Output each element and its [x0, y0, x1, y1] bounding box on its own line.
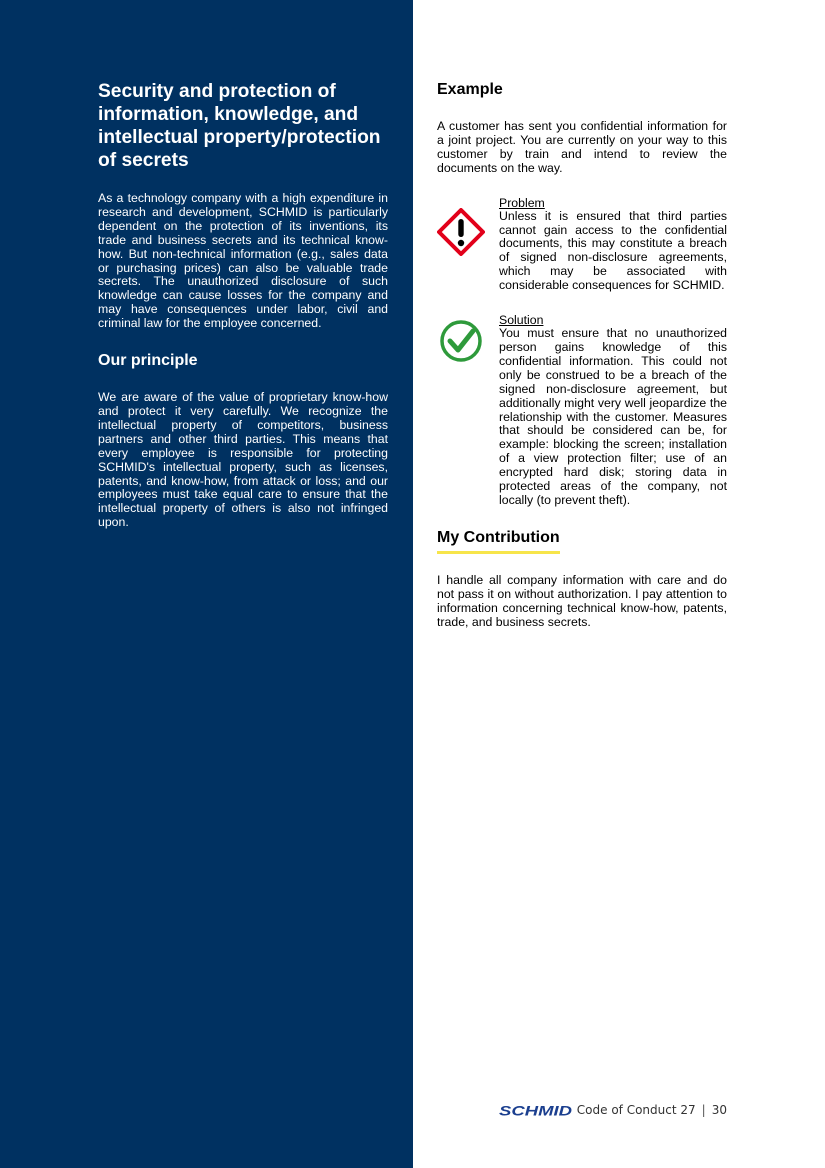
solution-block	[437, 313, 727, 508]
warning-icon	[437, 208, 485, 256]
example-heading: Example	[437, 81, 503, 98]
principle-heading: Our principle	[98, 352, 198, 370]
doc-title: Code of Conduct	[576, 1103, 677, 1117]
page-footer	[498, 1100, 727, 1120]
page-total: 30	[711, 1103, 727, 1117]
left-column	[98, 80, 388, 550]
contribution-heading: My Contribution	[437, 528, 560, 554]
solution-label: Solution	[499, 313, 544, 328]
page-number: 27	[680, 1103, 696, 1117]
example-paragraph: A customer has sent you confidential information for a joint project. You are currently on your way to this customer by train and intend to review the documents on the way.	[437, 119, 727, 175]
problem-label: Problem	[499, 195, 545, 210]
problem-text: Unless it is ensured that third parties cannot gain access to the confidential documents, this may constitute a breach of signed non-disclosure agreements, which may be associated with considerable consequences for SCHMID.	[499, 208, 727, 293]
principle-paragraph: We are aware of the value of proprietary know-how and protect it very carefully. We recognize the intellectual property of competitors, business partners and other third parties. This means that every employee is responsible for protecting SCHMID's intellectual property, such as licenses, patents, and know-how, from attack or loss; and our employees must take equal care to ensure that the intellectual property of others is also not infringed upon.	[98, 390, 388, 530]
schmid-logo	[499, 1103, 573, 1117]
intro-paragraph: As a technology company with a high expenditure in research and development, SCHMID is particularly dependent on the protection of its inventions, its trade and business secrets and its technical know-how. But non-technical information (e.g., sales data or purchasing prices) can also be valuable trade secrets. The unauthorized disclosure of such knowledge can cause losses for the company and may have consequences under labor, civil and criminal law for the employee concerned.	[98, 191, 388, 331]
right-column	[437, 80, 727, 629]
logo-text: SCHMID	[498, 1103, 572, 1117]
solution-text: You must ensure that no unauthorized person gains knowledge of this confidential information. This could not only be construed to be a breach of the signed non-disclosure agreement, but additionally might very well jeopardize the relationship with the customer. Measures that should be considered can be, for example: blocking the screen; installation of a view protection filter; use of an encrypted hard disk; storing data in protected areas of the company, not locally (to prevent theft).	[499, 326, 727, 507]
section-title: Security and protection of information, knowledge, and intellectual property/protection of secrets	[98, 81, 381, 171]
page-separator: |	[701, 1103, 706, 1117]
contribution-paragraph: I handle all company information with care and do not pass it on without authorization. I pay attention to information concerning technical know-how, patents, trade, and business secrets.	[437, 572, 727, 629]
problem-block	[437, 196, 727, 293]
check-icon	[439, 319, 483, 363]
